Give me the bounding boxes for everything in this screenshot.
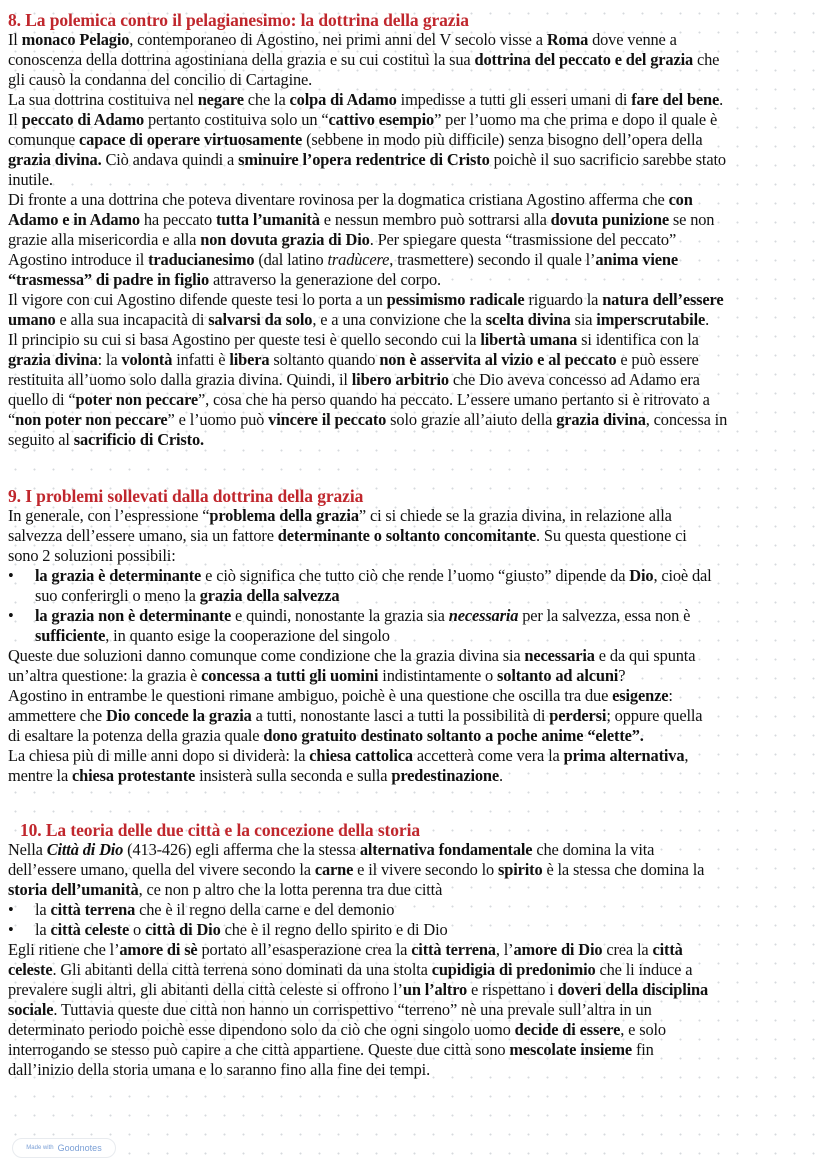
section-10-heading: 10. La teoria delle due città e la concezione della storia xyxy=(20,820,421,840)
bullet-item: • la grazia non è determinante e quindi, nonostante la grazia sia necessaria per la salvezza, essa non è xyxy=(8,606,712,626)
paragraph-line: interrogando se stesso può capire a che città appartiene. Queste due città sono mescolate insieme fin xyxy=(8,1040,654,1059)
paragraph-line: grazia divina: la volontà infatti è libera soltanto quando non è asservita al vizio e al peccato e può essere xyxy=(8,350,699,369)
badge-prefix: Made with xyxy=(26,1145,54,1151)
section-10 xyxy=(8,820,708,1080)
bullet-continuation: sufficiente, in quanto esige la cooperazione del singolo xyxy=(35,626,390,645)
paragraph-line: ammettere che Dio concede la grazia a tutti, nonostante lasci a tutti la possibilità di perdersi; oppure quella xyxy=(8,706,703,725)
paragraph-line: grazie alla misericordia e alla non dovuta grazia di Dio. Per spiegare questa “trasmissione del peccato” xyxy=(8,230,677,249)
paragraph-line: umano e alla sua incapacità di salvarsi da solo, e a una convizione che la scelta divina sia imperscrutabile. xyxy=(8,310,710,329)
paragraph-line: seguito al sacrificio di Cristo. xyxy=(8,430,204,449)
paragraph-line: Adamo e in Adamo ha peccato tutta l’umanità e nessun membro può sottrarsi alla dovuta punizione se non xyxy=(8,210,715,229)
paragraph-line: Il principio su cui si basa Agostino per queste tesi è quello secondo cui la libertà umana si identifica con la xyxy=(8,330,699,349)
paragraph-line: Il peccato di Adamo pertanto costituiva solo un “cattivo esempio” per l’uomo ma che prima e dopo il quale è xyxy=(8,110,718,129)
paragraph-line: “non poter non peccare” e l’uomo può vincere il peccato solo grazie all’aiuto della grazia divina, concessa in xyxy=(8,410,728,429)
bullet-continuation: suo conferirgli o meno la grazia della salvezza xyxy=(35,586,340,605)
badge-brand: Goodnotes xyxy=(57,1143,102,1153)
paragraph-line: Di fronte a una dottrina che poteva diventare rovinosa per la dogmatica cristiana Agostino afferma che con xyxy=(8,190,693,209)
paragraph-line: gli causò la condanna del concilio di Cartagine. xyxy=(8,70,313,89)
paragraph-line: Agostino in entrambe le questioni rimane ambiguo, poichè è una questione che oscilla tra due esigenze: xyxy=(8,686,673,705)
paragraph-line: Egli ritiene che l’amore di sè portato all’esasperazione crea la città terrena, l’amore di Dio crea la città xyxy=(8,940,683,959)
paragraph-line: di esaltare la potenza della grazia quale dono gratuito destinato soltanto a poche anime “elette”. xyxy=(8,726,644,745)
paragraph-line: Il monaco Pelagio, contemporaneo di Agostino, nei primi anni del V secolo visse a Roma dove venne a xyxy=(8,30,677,49)
paragraph-line: prevalere sugli altri, gli abitanti della città celeste si offrono l’un l’altro e rispettano i doveri della disciplina xyxy=(8,980,709,999)
paragraph-line: dall’inizio della storia umana e lo saranno fino alla fine dei tempi. xyxy=(8,1060,431,1079)
bullet-item: • la città celeste o città di Dio che è il regno dello spirito e di Dio xyxy=(8,920,708,940)
section-9 xyxy=(8,486,712,786)
paragraph-line: determinato periodo poichè esse dipendono solo da ciò che ogni singolo uomo decide di essere, e solo xyxy=(8,1020,666,1039)
paragraph-line: inutile. xyxy=(8,170,53,189)
paragraph-line: “trasmessa” di padre in figlio attraverso la generazione del corpo. xyxy=(8,270,441,289)
paragraph-line: comunque capace di operare virtuosamente (sebbene in modo più difficile) senza bisogno dell’opera della xyxy=(8,130,703,149)
paragraph-line: Nella Città di Dio (413-426) egli afferma che la stessa alternativa fondamentale che domina la vita xyxy=(8,840,655,859)
paragraph-line: quello di “poter non peccare”, cosa che ha perso quando ha peccato. L’essere umano pertanto si è ritrovato a xyxy=(8,390,710,409)
paragraph-line: Queste due soluzioni danno comunque come condizione che la grazia divina sia necessaria e da qui spunta xyxy=(8,646,696,665)
section-9-heading: 9. I problemi sollevati dalla dottrina della grazia xyxy=(8,486,364,506)
paragraph-line: sono 2 soluzioni possibili: xyxy=(8,546,176,565)
bullet-item: • la grazia è determinante e ciò significa che tutto ciò che rende l’uomo “giusto” dipende da Dio, cioè dal xyxy=(8,566,712,586)
section-8-heading: 8. La polemica contro il pelagianesimo: la dottrina della grazia xyxy=(8,10,469,30)
paragraph-line: Agostino introduce il traducianesimo (dal latino tradùcere, trasmettere) secondo il quale l’anima viene xyxy=(8,250,678,269)
paragraph-line: conoscenza della dottrina agostiniana della grazia e su cui costituì la sua dottrina del peccato e del grazia che xyxy=(8,50,720,69)
paragraph-line: Il vigore con cui Agostino difende queste tesi lo porta a un pessimismo radicale riguardo la natura dell’essere xyxy=(8,290,724,309)
paragraph-line: grazia divina. Ciò andava quindi a sminuire l’opera redentrice di Cristo poichè il suo sacrificio sarebbe stato xyxy=(8,150,726,169)
section-8 xyxy=(8,10,727,450)
bullet-item: • la città terrena che è il regno della carne e del demonio xyxy=(8,900,708,920)
paragraph-line: storia dell’umanità, ce non p altro che la lotta perenna tra due città xyxy=(8,880,443,899)
paragraph-line: un’altra questione: la grazia è concessa a tutti gli uomini indistintamente o soltanto ad alcuni? xyxy=(8,666,626,685)
paragraph-line: In generale, con l’espressione “problema della grazia” ci si chiede se la grazia divina, in relazione alla xyxy=(8,506,672,525)
paragraph-line: mentre la chiesa protestante insisterà sulla seconda e sulla predestinazione. xyxy=(8,766,503,785)
goodnotes-badge xyxy=(12,1138,116,1158)
paragraph-line: La chiesa più di mille anni dopo si dividerà: la chiesa cattolica accetterà come vera la prima alternativa, xyxy=(8,746,689,765)
paragraph-line: La sua dottrina costituiva nel negare che la colpa di Adamo impedisse a tutti gli esseri umani di fare del bene. xyxy=(8,90,724,109)
paragraph-line: celeste. Gli abitanti della città terrena sono dominati da una stolta cupidigia di predonimio che li induce a xyxy=(8,960,693,979)
paragraph-line: salvezza dell’essere umano, sia un fattore determinante o soltanto concomitante. Su questa questione ci xyxy=(8,526,687,545)
paragraph-line: sociale. Tuttavia queste due città non hanno un corrispettivo “terreno” nè una prevale sull’altra in un xyxy=(8,1000,652,1019)
paragraph-line: restituita all’uomo solo dalla grazia divina. Quindi, il libero arbitrio che Dio aveva concesso ad Adamo era xyxy=(8,370,700,389)
paragraph-line: dell’essere umano, quella del vivere secondo la carne e il vivere secondo lo spirito è la stessa che domina la xyxy=(8,860,705,879)
